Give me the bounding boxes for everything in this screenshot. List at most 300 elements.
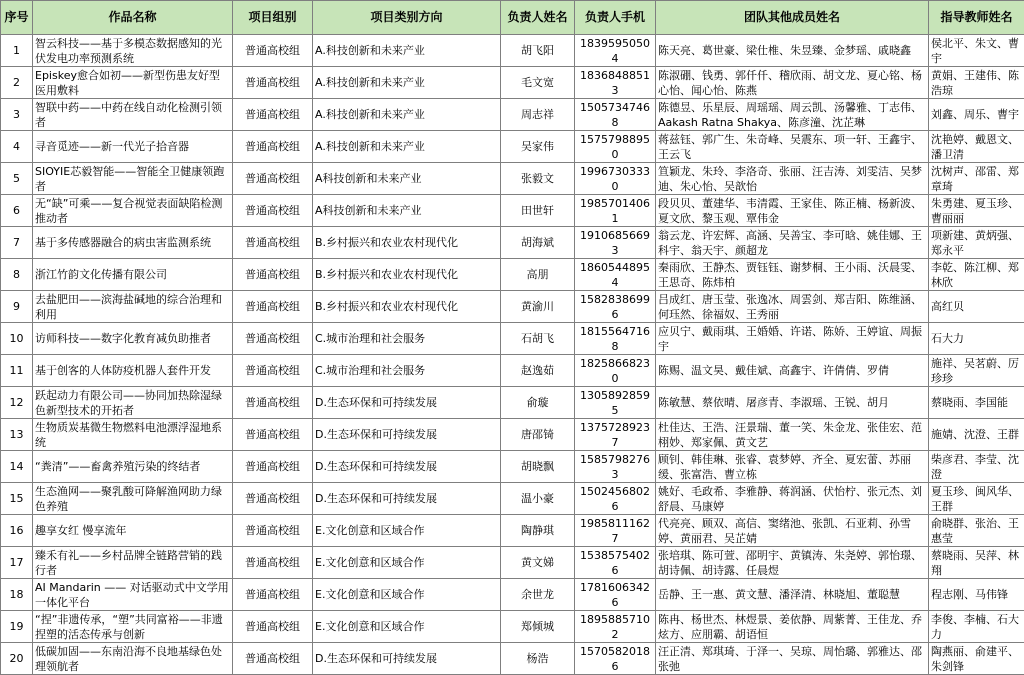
cell-project-name [33,547,233,579]
cell-leader-name-text: 胡飞阳 [503,43,572,58]
cell-project-name-text: 低碳加固——东南沿海不良地基绿色处理领航者 [35,644,230,674]
cell-project-name-text: 臻禾有礼——乡村品牌全链路营销的践行者 [35,548,230,578]
cell-team-members-text: 应贝宁、戴雨琪、王婚婚、许诺、陈娇、王婷谊、周振宇 [658,324,926,354]
cell-group [233,451,313,483]
cell-index-text: 11 [3,363,30,378]
cell-team-members [656,227,929,259]
cell-team-members-text: 顾钊、韩佳琳、张睿、袁梦婷、齐全、夏宏蕾、苏丽缓、张富浩、曹立栋 [658,452,926,482]
header-leader-phone: 负责人手机 [575,1,656,35]
cell-advisors [929,227,1024,259]
table-row [1,163,1024,195]
cell-leader-name-text: 俞璇 [503,395,572,410]
cell-index-text: 6 [3,203,30,218]
cell-category [313,387,501,419]
header-advisors: 指导教师姓名 [929,1,1024,35]
cell-index [1,227,33,259]
cell-advisors-text: 黄娟、王建伟、陈浩琼 [931,68,1022,98]
cell-team-members [656,67,929,99]
cell-category [313,259,501,291]
table-row [1,67,1024,99]
cell-advisors [929,419,1024,451]
cell-group-text: 普通高校组 [235,651,310,666]
cell-leader-name-text: 黄渝川 [503,299,572,314]
cell-team-members-text: 姚好、毛政希、李雅静、蒋润涵、伏怡柠、张元杰、刘舒晨、马康婷 [658,484,926,514]
cell-leader-name [501,355,575,387]
cell-team-members [656,387,929,419]
cell-category-text: D.生态环保和可持续发展 [315,491,498,506]
cell-team-members [656,515,929,547]
cell-team-members-text: 陈淑硼、钱勇、郭仟仟、稽欣雨、胡文龙、夏心铭、杨心怡、闻心怡、陈燕 [658,68,926,98]
cell-leader-name [501,611,575,643]
cell-team-members-text: 吕成红、唐玉莹、张逸冰、周雲剑、郑吉阳、陈维涵、何珏然、徐福奴、王秀丽 [658,292,926,322]
cell-team-members-text: 陈德昱、乐星辰、周瑶瑶、周云凯、汤馨雅、丁志伟、Aakash Ratna Shakya、陈彦潼、沈芷琳 [658,100,926,130]
table-row [1,323,1024,355]
cell-leader-name [501,67,575,99]
cell-group-text: 普通高校组 [235,587,310,602]
cell-leader-phone-text: 13058928595 [577,388,653,418]
table-row [1,611,1024,643]
cell-leader-phone [575,195,656,227]
table-row [1,387,1024,419]
cell-index-text: 15 [3,491,30,506]
cell-leader-phone-text: 18368488513 [577,68,653,98]
cell-index-text: 18 [3,587,30,602]
table-row [1,35,1024,67]
cell-leader-name [501,515,575,547]
cell-advisors [929,195,1024,227]
cell-category [313,355,501,387]
cell-leader-phone-text: 18155647168 [577,324,653,354]
cell-team-members [656,355,929,387]
cell-advisors [929,451,1024,483]
cell-group [233,227,313,259]
cell-advisors-text: 项新建、黄炳强、郑永平 [931,228,1022,258]
cell-index-text: 5 [3,171,30,186]
cell-team-members [656,131,929,163]
cell-leader-phone-text: 18395950504 [577,36,653,66]
cell-leader-phone-text: 17816063426 [577,580,653,610]
cell-category [313,163,501,195]
cell-project-name [33,515,233,547]
cell-index-text: 7 [3,235,30,250]
cell-advisors [929,547,1024,579]
cell-category-text: D.生态环保和可持续发展 [315,395,498,410]
cell-team-members [656,611,929,643]
cell-category [313,547,501,579]
cell-leader-name-text: 唐邵锜 [503,427,572,442]
cell-advisors-text: 施婧、沈澄、王群 [931,427,1022,442]
cell-leader-phone [575,227,656,259]
cell-category [313,67,501,99]
cell-advisors-text: 李俊、李楠、石大力 [931,612,1022,642]
header-category: 项目类别方向 [313,1,501,35]
cell-advisors-text: 蔡晓雨、李国能 [931,395,1022,410]
cell-group-text: 普通高校组 [235,459,310,474]
cell-index [1,451,33,483]
cell-category [313,35,501,67]
cell-leader-phone [575,323,656,355]
cell-leader-phone-text: 18258668230 [577,356,653,386]
cell-advisors-text: 沈艳婷、戴恩文、潘卫清 [931,132,1022,162]
cell-team-members [656,547,929,579]
cell-category [313,483,501,515]
cell-leader-name-text: 胡海斌 [503,235,572,250]
cell-group-text: 普通高校组 [235,491,310,506]
cell-project-name-text: 智联中药——中药在线自动化检测引领者 [35,100,230,130]
cell-index-text: 8 [3,267,30,282]
cell-group [233,35,313,67]
table-row [1,547,1024,579]
cell-category-text: D.生态环保和可持续发展 [315,459,498,474]
cell-team-members [656,323,929,355]
cell-leader-phone-text: 15705820186 [577,644,653,674]
cell-project-name-text: 跃起动力有限公司——协同加热除湿绿色新型技术的开拓者 [35,388,230,418]
cell-project-name [33,355,233,387]
cell-team-members [656,483,929,515]
cell-group [233,611,313,643]
cell-leader-name [501,483,575,515]
cell-team-members-text: 笪颖龙、朱玲、李洛奇、张丽、汪吉涛、刘雯洁、吴梦迪、朱心怡、吴歆怡 [658,164,926,194]
cell-leader-phone [575,67,656,99]
cell-leader-phone [575,99,656,131]
cell-index-text: 16 [3,523,30,538]
cell-category [313,643,501,675]
cell-project-name-text: 基于创客的人体防疫机器人套件开发 [35,363,230,378]
cell-group [233,547,313,579]
cell-team-members-text: 段贝贝、董建华、韦清霞、王家佳、陈正楠、杨新波、夏文欣、黎玉观、覃伟金 [658,196,926,226]
cell-leader-phone-text: 15757988950 [577,132,653,162]
cell-index [1,547,33,579]
cell-team-members-text: 陈敏慧、蔡依晴、屠彦青、李淑瑶、王锐、胡月 [658,395,926,410]
cell-advisors [929,387,1024,419]
cell-category [313,579,501,611]
table-row [1,195,1024,227]
cell-group-text: 普通高校组 [235,523,310,538]
cell-advisors [929,259,1024,291]
cell-leader-name [501,643,575,675]
cell-project-name [33,451,233,483]
table-row [1,483,1024,515]
cell-leader-phone-text: 15828386996 [577,292,653,322]
cell-advisors [929,35,1024,67]
cell-leader-name-text: 张毅文 [503,171,572,186]
cell-leader-phone-text: 19106856693 [577,228,653,258]
cell-advisors [929,643,1024,675]
cell-team-members [656,643,929,675]
cell-leader-name [501,291,575,323]
cell-advisors [929,291,1024,323]
cell-advisors-text: 李乾、陈江柳、郑林欣 [931,260,1022,290]
cell-category [313,515,501,547]
cell-project-name-text: 无“缺”可乘——复合视觉表面缺陷检测推动者 [35,196,230,226]
cell-index [1,131,33,163]
cell-leader-phone [575,355,656,387]
cell-team-members-text: 汪正清、郑琪琦、于泽一、吴琼、周怡璐、郭雅达、邵张弛 [658,644,926,674]
cell-group-text: 普通高校组 [235,43,310,58]
cell-team-members-text: 陈天亮、葛世豪、梁仕椎、朱昱臻、金梦瑶、戚晓鑫 [658,43,926,58]
cell-project-name-text: 去盐肥田——滨海盐碱地的综合治理和利用 [35,292,230,322]
cell-index-text: 19 [3,619,30,634]
header-leader-name: 负责人姓名 [501,1,575,35]
cell-project-name [33,579,233,611]
cell-project-name [33,419,233,451]
cell-leader-name-text: 胡晓飘 [503,459,572,474]
cell-leader-name [501,323,575,355]
cell-leader-phone-text: 15857982763 [577,452,653,482]
cell-project-name [33,67,233,99]
header-team-members: 团队其他成员姓名 [656,1,929,35]
cell-group-text: 普通高校组 [235,555,310,570]
cell-index-text: 1 [3,43,30,58]
cell-leader-name-text: 杨浩 [503,651,572,666]
cell-group-text: 普通高校组 [235,203,310,218]
cell-leader-name-text: 陶静琪 [503,523,572,538]
cell-category-text: A科技创新和未来产业 [315,203,498,218]
cell-index-text: 4 [3,139,30,154]
cell-advisors-text: 高红贝 [931,299,1022,314]
cell-leader-phone-text: 18958857102 [577,612,653,642]
table-row [1,227,1024,259]
cell-advisors [929,323,1024,355]
cell-group-text: 普通高校组 [235,139,310,154]
cell-index-text: 17 [3,555,30,570]
cell-leader-name [501,35,575,67]
cell-advisors [929,483,1024,515]
cell-leader-phone [575,163,656,195]
cell-category-text: E.文化创意和区域合作 [315,587,498,602]
cell-advisors [929,579,1024,611]
cell-group [233,67,313,99]
cell-leader-name [501,451,575,483]
cell-leader-phone [575,547,656,579]
cell-group [233,515,313,547]
cell-index [1,163,33,195]
cell-category-text: D.生态环保和可持续发展 [315,651,498,666]
cell-project-name [33,163,233,195]
cell-index [1,67,33,99]
cell-group-text: 普通高校组 [235,395,310,410]
table-body [1,35,1024,675]
table-row [1,579,1024,611]
cell-advisors-text: 柴彦君、李莹、沈澄 [931,452,1022,482]
cell-leader-name-text: 田世轩 [503,203,572,218]
cell-index-text: 9 [3,299,30,314]
table-row [1,515,1024,547]
cell-group-text: 普通高校组 [235,171,310,186]
cell-group [233,291,313,323]
cell-project-name-text: 生态渔网——聚乳酸可降解渔网助力绿色养殖 [35,484,230,514]
cell-leader-name-text: 温小豪 [503,491,572,506]
cell-leader-phone [575,387,656,419]
cell-index [1,483,33,515]
cell-leader-name-text: 周志祥 [503,107,572,122]
cell-leader-name-text: 黄文娣 [503,555,572,570]
cell-leader-phone [575,643,656,675]
cell-group-text: 普通高校组 [235,235,310,250]
cell-category-text: E.文化创意和区域合作 [315,523,498,538]
cell-category-text: B.乡村振兴和农业农村现代化 [315,299,498,314]
cell-project-name-text: Episkey愈合如初——新型伤患友好型医用敷料 [35,68,230,98]
cell-leader-phone-text: 15024568026 [577,484,653,514]
cell-category [313,451,501,483]
cell-leader-phone-text: 19857014061 [577,196,653,226]
cell-project-name [33,259,233,291]
cell-leader-name [501,163,575,195]
cell-category-text: A.科技创新和未来产业 [315,43,498,58]
table-row [1,419,1024,451]
cell-category-text: A科技创新和未来产业 [315,171,498,186]
cell-leader-phone [575,291,656,323]
cell-team-members-text: 代亮亮、顾双、高信、窦绪池、张凯、石亚莉、孙雪婷、黄丽君、吴芷婧 [658,516,926,546]
cell-team-members-text: 陈赐、温文昊、戴佳斌、高鑫宇、许倩倩、罗倩 [658,363,926,378]
cell-team-members [656,163,929,195]
cell-team-members [656,195,929,227]
cell-project-name-text: 寻音觅迹——新一代光子拾音器 [35,139,230,154]
cell-group-text: 普通高校组 [235,619,310,634]
cell-leader-phone-text: 13757289237 [577,420,653,450]
header-group: 项目组别 [233,1,313,35]
cell-team-members [656,579,929,611]
cell-project-name-text: 访师科技——数字化教育减负助推者 [35,331,230,346]
cell-index [1,291,33,323]
cell-team-members [656,259,929,291]
cell-leader-phone [575,35,656,67]
table-row [1,291,1024,323]
cell-leader-name [501,547,575,579]
cell-advisors-text: 沈树声、邵雷、郑章琦 [931,164,1022,194]
cell-advisors [929,611,1024,643]
cell-leader-name-text: 余世龙 [503,587,572,602]
cell-leader-name [501,195,575,227]
cell-project-name-text: “粪清”——畜禽养殖污染的终结者 [35,459,230,474]
cell-project-name-text: 生物质炭基微生物燃料电池漂浮湿地系统 [35,420,230,450]
cell-category [313,227,501,259]
cell-leader-phone [575,483,656,515]
cell-index [1,419,33,451]
cell-leader-phone [575,259,656,291]
cell-group-text: 普通高校组 [235,331,310,346]
table-row [1,451,1024,483]
cell-group [233,579,313,611]
cell-project-name-text: AI Mandarin —— 对话驱动式中文学用一体化平台 [35,580,230,610]
cell-group-text: 普通高校组 [235,427,310,442]
cell-category [313,291,501,323]
cell-category-text: E.文化创意和区域合作 [315,619,498,634]
cell-project-name [33,323,233,355]
cell-index [1,323,33,355]
cell-category-text: A.科技创新和未来产业 [315,139,498,154]
cell-index [1,387,33,419]
cell-project-name-text: 浙江竹韵文化传播有限公司 [35,267,230,282]
cell-index [1,515,33,547]
cell-leader-name [501,131,575,163]
cell-leader-phone [575,515,656,547]
cell-group [233,355,313,387]
cell-team-members-text: 秦雨欣、王静杰、贾钰钰、谢梦桐、王小雨、沃晨雯、王思奇、陈炜柏 [658,260,926,290]
table-header-row [1,1,1024,35]
cell-project-name [33,643,233,675]
table-row [1,643,1024,675]
cell-leader-name [501,259,575,291]
cell-team-members [656,35,929,67]
cell-group [233,259,313,291]
cell-advisors-text: 蔡晓雨、吴萍、林翔 [931,548,1022,578]
cell-advisors-text: 施祥、吴茗蔚、厉珍珍 [931,356,1022,386]
cell-team-members-text: 杜佳达、王浩、汪景瑞、董一笑、朱金龙、张佳宏、范栩妙、郑家佩、黄文艺 [658,420,926,450]
cell-team-members-text: 蒋兹钰、郭广生、朱奇峰、吴震东、项一轩、王鑫宇、王云飞 [658,132,926,162]
cell-index [1,355,33,387]
cell-advisors-text: 程志刚、马伟锋 [931,587,1022,602]
cell-project-name-text: SIOYIE芯毅智能——智能全卫健康领跑者 [35,164,230,194]
cell-project-name [33,227,233,259]
cell-leader-name [501,419,575,451]
cell-leader-name-text: 郑倾城 [503,619,572,634]
cell-index-text: 20 [3,651,30,666]
cell-index [1,579,33,611]
cell-team-members [656,99,929,131]
cell-project-name [33,291,233,323]
cell-index [1,99,33,131]
cell-category-text: B.乡村振兴和农业农村现代化 [315,235,498,250]
cell-advisors-text: 石大力 [931,331,1022,346]
cell-leader-phone [575,131,656,163]
cell-advisors [929,355,1024,387]
table-row [1,99,1024,131]
cell-group [233,419,313,451]
cell-project-name [33,387,233,419]
cell-project-name [33,131,233,163]
cell-category-text: C.城市治理和社会服务 [315,331,498,346]
cell-index [1,643,33,675]
cell-index [1,259,33,291]
cell-leader-phone [575,451,656,483]
cell-group [233,323,313,355]
cell-leader-phone-text: 19967303330 [577,164,653,194]
cell-index-text: 2 [3,75,30,90]
cell-team-members [656,419,929,451]
cell-group [233,163,313,195]
cell-advisors-text: 陶燕丽、俞建平、朱剑锋 [931,644,1022,674]
cell-category [313,611,501,643]
cell-index-text: 12 [3,395,30,410]
cell-group [233,195,313,227]
cell-category-text: A.科技创新和未来产业 [315,107,498,122]
cell-category-text: D.生态环保和可持续发展 [315,427,498,442]
cell-index [1,611,33,643]
cell-index [1,35,33,67]
cell-advisors-text: 刘鑫、周乐、曹宇 [931,107,1022,122]
cell-category-text: E.文化创意和区域合作 [315,555,498,570]
cell-advisors [929,131,1024,163]
cell-leader-name-text: 石胡飞 [503,331,572,346]
cell-advisors [929,515,1024,547]
cell-advisors [929,67,1024,99]
header-index: 序号 [1,1,33,35]
header-project-name: 作品名称 [33,1,233,35]
cell-team-members-text: 陈冉、杨世杰、林煜景、姜依静、周紫菁、王佳龙、乔炫方、应朋霸、胡语恒 [658,612,926,642]
cell-leader-name [501,579,575,611]
cell-leader-phone-text: 19858111627 [577,516,653,546]
cell-team-members-text: 岳静、王一惠、黄文慧、潘泽清、林晓旭、董聪慧 [658,587,926,602]
cell-group-text: 普通高校组 [235,299,310,314]
cell-project-name [33,611,233,643]
cell-team-members-text: 张培琪、陈可萱、邵明宇、黄镇涛、朱尧婷、郭怡璟、胡诗佩、胡诗露、任晨煜 [658,548,926,578]
cell-group-text: 普通高校组 [235,107,310,122]
cell-category [313,323,501,355]
cell-group [233,483,313,515]
cell-category [313,419,501,451]
cell-category-text: C.城市治理和社会服务 [315,363,498,378]
